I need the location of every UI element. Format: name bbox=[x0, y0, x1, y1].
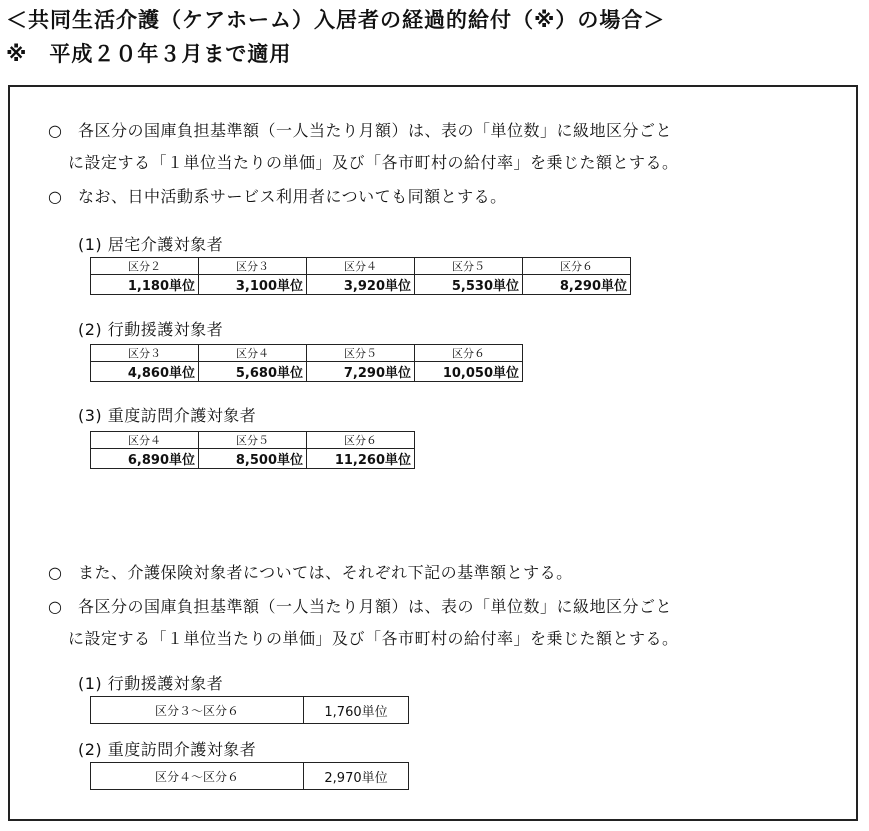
table-row bbox=[91, 763, 409, 790]
paragraph-2-line-1: ○ なお、日中活動系サービス利用者についても同額とする。 bbox=[48, 187, 507, 206]
table-value-cell: 3,920単位 bbox=[307, 275, 415, 295]
table-header-cell: 区分５ bbox=[199, 432, 307, 449]
section-4-heading: (1) 行動援護対象者 bbox=[78, 674, 224, 693]
table-value-cell: 6,890単位 bbox=[91, 449, 199, 469]
table-header-cell: 区分４ bbox=[307, 258, 415, 275]
document-title: ＜共同生活介護（ケアホーム）入居者の経過的給付（※）の場合＞ bbox=[6, 8, 666, 32]
units-table-2 bbox=[90, 344, 523, 382]
table-value-cell: 8,290単位 bbox=[523, 275, 631, 295]
table-value-cell: 3,100単位 bbox=[199, 275, 307, 295]
table-value-cell: 10,050単位 bbox=[415, 362, 523, 382]
table-value-cell: 11,260単位 bbox=[307, 449, 415, 469]
table-value-cell: 2,970単位 bbox=[304, 763, 409, 790]
table-header-row bbox=[91, 258, 631, 275]
table-value-cell: 1,180単位 bbox=[91, 275, 199, 295]
table-value-cell: 1,760単位 bbox=[304, 697, 409, 724]
units-table-3 bbox=[90, 431, 415, 469]
table-header-cell: 区分６ bbox=[307, 432, 415, 449]
table-label-cell: 区分３～区分６ bbox=[91, 697, 304, 724]
bullet-icon: ○ bbox=[48, 187, 63, 206]
paragraph-4-line-1: ○ 各区分の国庫負担基準額（一人当たり月額）は、表の「単位数」に級地区分ごと bbox=[48, 597, 673, 616]
table-header-cell: 区分５ bbox=[415, 258, 523, 275]
table-row bbox=[91, 697, 409, 724]
bullet-icon: ○ bbox=[48, 121, 63, 140]
table-header-cell: 区分３ bbox=[199, 258, 307, 275]
table-value-cell: 5,530単位 bbox=[415, 275, 523, 295]
section-5-heading: (2) 重度訪問介護対象者 bbox=[78, 740, 257, 759]
table-value-row bbox=[91, 449, 415, 469]
section-1-heading: (1) 居宅介護対象者 bbox=[78, 235, 224, 254]
table-value-cell: 4,860単位 bbox=[91, 362, 199, 382]
table-value-row bbox=[91, 362, 523, 382]
table-header-cell: 区分３ bbox=[91, 345, 199, 362]
paragraph-1-line-2: に設定する「１単位当たりの単価」及び「各市町村の給付率」を乗じた額とする。 bbox=[68, 153, 679, 172]
table-header-cell: 区分２ bbox=[91, 258, 199, 275]
units-table-4 bbox=[90, 696, 409, 724]
table-header-cell: 区分４ bbox=[91, 432, 199, 449]
table-header-cell: 区分６ bbox=[415, 345, 523, 362]
table-label-cell: 区分４～区分６ bbox=[91, 763, 304, 790]
table-header-row bbox=[91, 345, 523, 362]
paragraph-1-line-1: ○ 各区分の国庫負担基準額（一人当たり月額）は、表の「単位数」に級地区分ごと bbox=[48, 121, 673, 140]
table-header-cell: 区分６ bbox=[523, 258, 631, 275]
table-value-row bbox=[91, 275, 631, 295]
paragraph-4-line-2: に設定する「１単位当たりの単価」及び「各市町村の給付率」を乗じた額とする。 bbox=[68, 629, 679, 648]
section-2-heading: (2) 行動援護対象者 bbox=[78, 320, 224, 339]
table-header-row bbox=[91, 432, 415, 449]
units-table-5 bbox=[90, 762, 409, 790]
table-header-cell: 区分５ bbox=[307, 345, 415, 362]
table-value-cell: 8,500単位 bbox=[199, 449, 307, 469]
paragraph-3-line-1: ○ また、介護保険対象者については、それぞれ下記の基準額とする。 bbox=[48, 563, 573, 582]
section-3-heading: (3) 重度訪問介護対象者 bbox=[78, 406, 257, 425]
bullet-icon: ○ bbox=[48, 563, 63, 582]
bullet-icon: ○ bbox=[48, 597, 63, 616]
table-value-cell: 5,680単位 bbox=[199, 362, 307, 382]
table-header-cell: 区分４ bbox=[199, 345, 307, 362]
table-value-cell: 7,290単位 bbox=[307, 362, 415, 382]
document-subtitle: ※ 平成２０年３月まで適用 bbox=[6, 42, 292, 66]
units-table-1 bbox=[90, 257, 631, 295]
